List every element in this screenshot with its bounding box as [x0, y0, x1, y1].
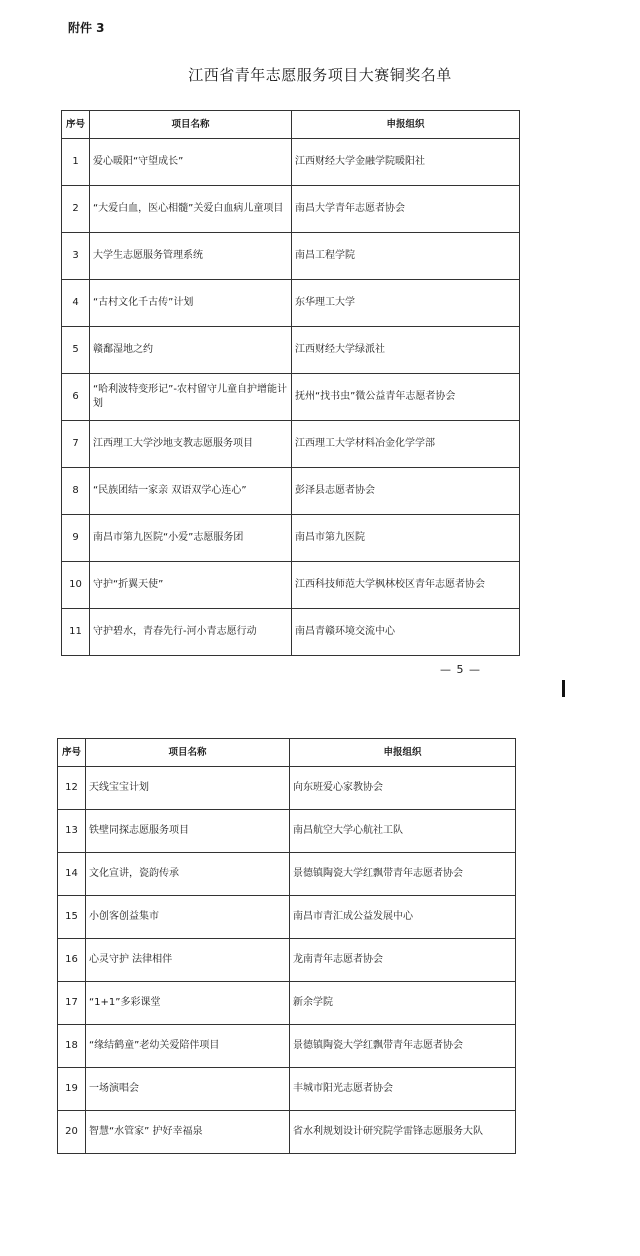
attachment-label: 附件 3: [68, 21, 105, 35]
header-number: 序号: [58, 739, 86, 767]
table-header-row: [58, 739, 516, 767]
header-project-name: 项目名称: [90, 111, 292, 139]
project-name: 赣鄱湿地之约: [90, 327, 292, 374]
row-number: 13: [58, 810, 86, 853]
row-number: 6: [62, 374, 90, 421]
organization-name: 东华理工大学: [292, 280, 520, 327]
table-row: [62, 327, 520, 374]
table-row: [58, 1025, 516, 1068]
award-table-page-2: [57, 738, 516, 1154]
project-name: 守护碧水，青春先行-河小青志愿行动: [90, 609, 292, 656]
table-row: [62, 233, 520, 280]
organization-name: 南昌航空大学心航社工队: [290, 810, 516, 853]
organization-name: 江西财经大学绿派社: [292, 327, 520, 374]
organization-name: 南昌市青汇成公益发展中心: [290, 896, 516, 939]
table-row: [58, 939, 516, 982]
row-number: 19: [58, 1068, 86, 1111]
project-name: 爱心暖阳“守望成长”: [90, 139, 292, 186]
row-number: 17: [58, 982, 86, 1025]
header-number: 序号: [62, 111, 90, 139]
organization-name: 省水利规划设计研究院学雷锋志愿服务大队: [290, 1111, 516, 1154]
organization-name: 景德镇陶瓷大学红飘带青年志愿者协会: [290, 853, 516, 896]
row-number: 9: [62, 515, 90, 562]
organization-name: 江西科技师范大学枫林校区青年志愿者协会: [292, 562, 520, 609]
row-number: 12: [58, 767, 86, 810]
project-name: 守护“折翼天使”: [90, 562, 292, 609]
row-number: 1: [62, 139, 90, 186]
row-number: 3: [62, 233, 90, 280]
table-row: [62, 280, 520, 327]
table-row: [62, 139, 520, 186]
project-name: 心灵守护 法律相伴: [86, 939, 290, 982]
row-number: 5: [62, 327, 90, 374]
table-row: [58, 810, 516, 853]
project-name: 江西理工大学沙地支教志愿服务项目: [90, 421, 292, 468]
project-name: “古村文化千古传”计划: [90, 280, 292, 327]
project-name: 小创客创益集市: [86, 896, 290, 939]
organization-name: 江西理工大学材料冶金化学学部: [292, 421, 520, 468]
organization-name: 龙南青年志愿者协会: [290, 939, 516, 982]
table-row: [58, 982, 516, 1025]
text-cursor: [562, 680, 565, 697]
project-name: “大爱白血，医心相髓”关爱白血病儿童项目: [90, 186, 292, 233]
row-number: 14: [58, 853, 86, 896]
organization-name: 景德镇陶瓷大学红飘带青年志愿者协会: [290, 1025, 516, 1068]
project-name: 铁壁同探志愿服务项目: [86, 810, 290, 853]
table-row: [58, 1068, 516, 1111]
organization-name: 丰城市阳光志愿者协会: [290, 1068, 516, 1111]
table-row: [62, 515, 520, 562]
table-row: [62, 421, 520, 468]
project-name: 文化宣讲，瓷韵传承: [86, 853, 290, 896]
header-organization: 申报组织: [292, 111, 520, 139]
table-row: [58, 767, 516, 810]
table-row: [62, 562, 520, 609]
project-name: 智慧“水管家” 护好幸福泉: [86, 1111, 290, 1154]
table-row: [62, 186, 520, 233]
row-number: 16: [58, 939, 86, 982]
row-number: 7: [62, 421, 90, 468]
organization-name: 向东班爱心家教协会: [290, 767, 516, 810]
project-name: 天线宝宝计划: [86, 767, 290, 810]
row-number: 15: [58, 896, 86, 939]
project-name: 大学生志愿服务管理系统: [90, 233, 292, 280]
row-number: 8: [62, 468, 90, 515]
row-number: 18: [58, 1025, 86, 1068]
organization-name: 江西财经大学金融学院暖阳社: [292, 139, 520, 186]
row-number: 11: [62, 609, 90, 656]
project-name: “民族团结一家亲 双语双学心连心”: [90, 468, 292, 515]
organization-name: 新余学院: [290, 982, 516, 1025]
page-number: — 5 —: [440, 663, 481, 676]
organization-name: 南昌大学青年志愿者协会: [292, 186, 520, 233]
row-number: 2: [62, 186, 90, 233]
table-row: [58, 1111, 516, 1154]
row-number: 4: [62, 280, 90, 327]
header-organization: 申报组织: [290, 739, 516, 767]
document-title: 江西省青年志愿服务项目大赛铜奖名单: [188, 66, 452, 84]
organization-name: 抚州“找书虫”微公益青年志愿者协会: [292, 374, 520, 421]
header-project-name: 项目名称: [86, 739, 290, 767]
project-name: 南昌市第九医院“小爱”志愿服务团: [90, 515, 292, 562]
organization-name: 南昌工程学院: [292, 233, 520, 280]
organization-name: 南昌市第九医院: [292, 515, 520, 562]
project-name: “哈利波特变形记”-农村留守儿童自护增能计划: [90, 374, 292, 421]
table-header-row: [62, 111, 520, 139]
organization-name: 彭泽县志愿者协会: [292, 468, 520, 515]
row-number: 20: [58, 1111, 86, 1154]
project-name: “缘结鹤童”老幼关爱陪伴项目: [86, 1025, 290, 1068]
table-row: [62, 609, 520, 656]
table-row: [62, 374, 520, 421]
award-table-page-1: [61, 110, 520, 656]
project-name: 一场演唱会: [86, 1068, 290, 1111]
table-row: [62, 468, 520, 515]
table-row: [58, 896, 516, 939]
table-row: [58, 853, 516, 896]
project-name: “1+1”多彩课堂: [86, 982, 290, 1025]
organization-name: 南昌青赣环境交流中心: [292, 609, 520, 656]
row-number: 10: [62, 562, 90, 609]
